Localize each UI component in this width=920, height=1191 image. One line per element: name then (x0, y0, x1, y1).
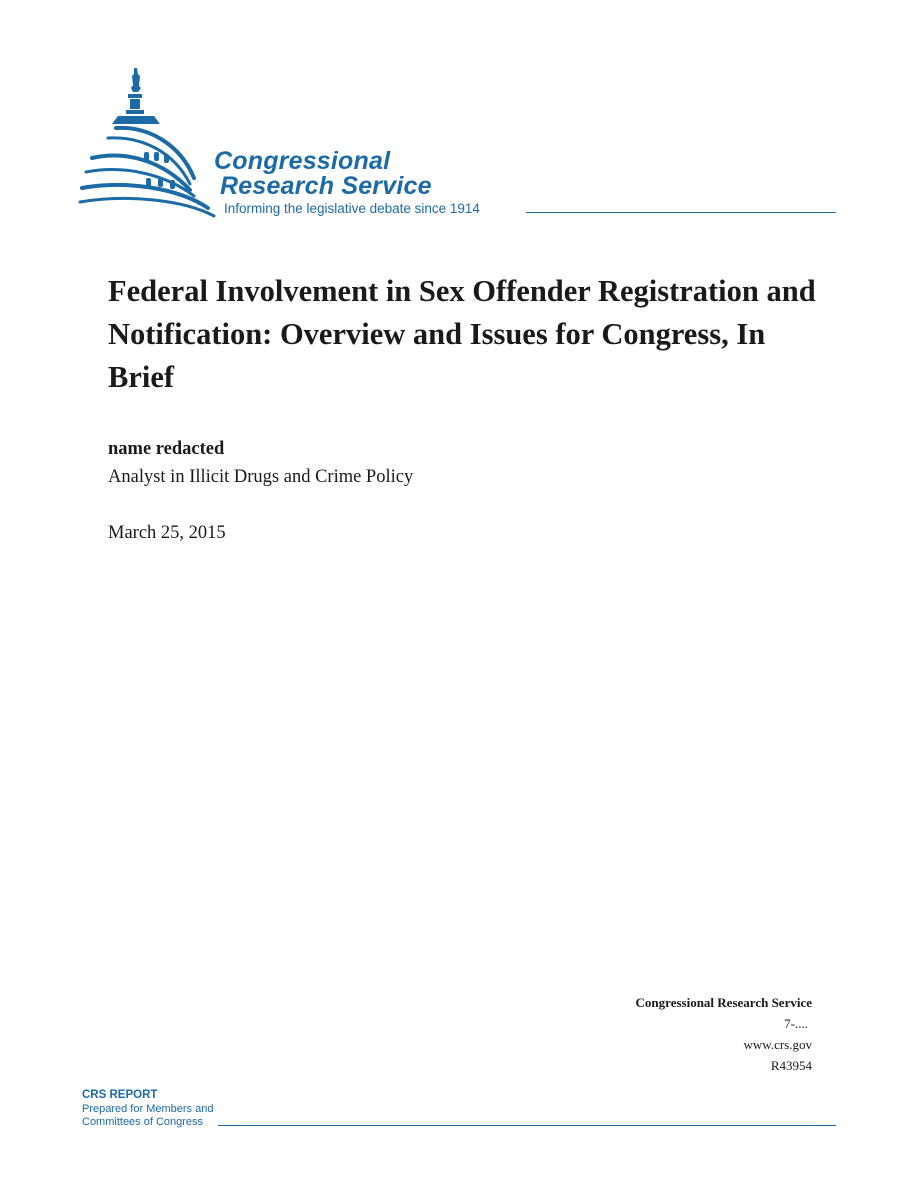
capitol-dome-icon (78, 66, 238, 218)
tagline-rule (526, 212, 836, 213)
document-title: Federal Involvement in Sex Offender Registration and Notification: Overview and Issues for Congress, In Brief (108, 274, 816, 394)
footer-website-link[interactable]: www.crs.gov (743, 1037, 812, 1052)
crs-report-line1: Prepared for Members and (82, 1102, 214, 1115)
crs-report-line2: Committees of Congress (82, 1116, 204, 1128)
footer-phone: 7-.... (784, 1016, 808, 1031)
bottom-rule (218, 1125, 836, 1126)
author-name: name redacted (108, 439, 225, 459)
brand-name-line1: Congressional (214, 147, 391, 175)
author-role: Analyst in Illicit Drugs and Crime Policy (108, 467, 414, 487)
footer-report-number: R43954 (770, 1058, 812, 1073)
brand-tagline: Informing the legislative debate since 1914 (224, 201, 480, 216)
crs-report-label: CRS REPORT (82, 1089, 158, 1101)
footer-contact-block (636, 992, 812, 1076)
footer-org-name: Congressional Research Service (635, 995, 812, 1010)
report-date: March 25, 2015 (108, 523, 226, 543)
brand-name-line2: Research Service (220, 172, 432, 200)
crs-report-block (82, 1089, 213, 1130)
